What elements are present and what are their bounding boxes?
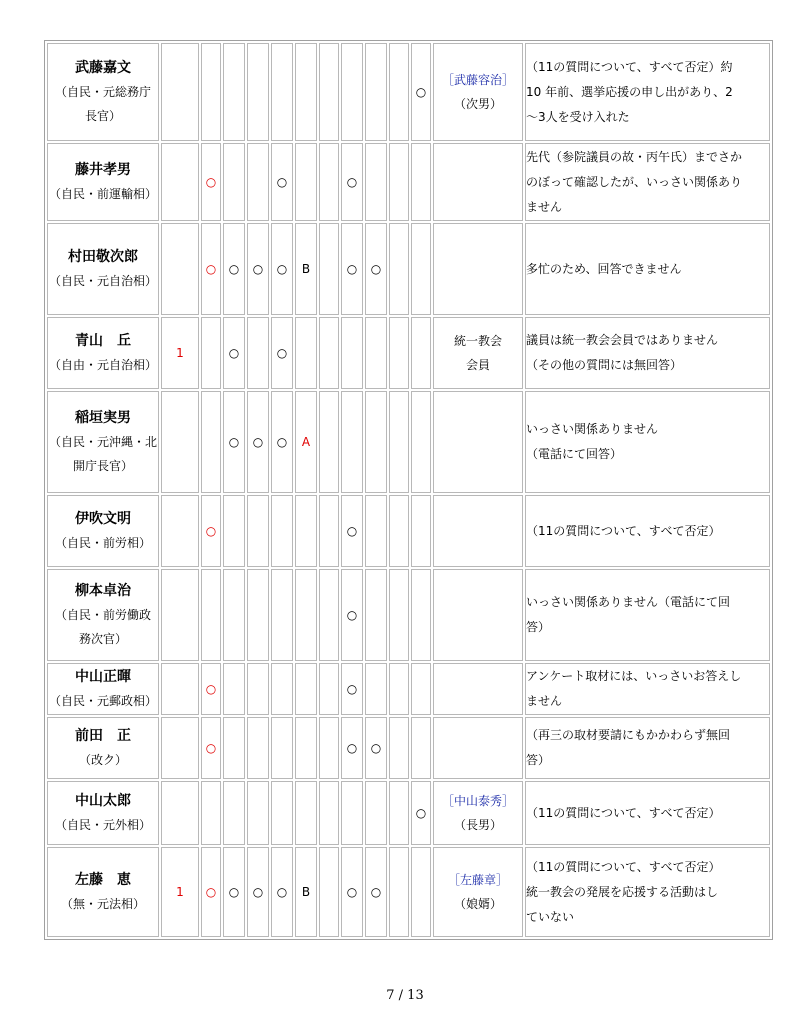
question-9-mark	[365, 663, 387, 715]
comment-cell	[525, 317, 770, 389]
affiliation-line: 務次官）	[78, 632, 127, 646]
comment-line: 10 年前、選挙応援の申し出があり、2	[526, 84, 733, 99]
relation-cell	[433, 391, 523, 493]
question-4-mark	[247, 781, 269, 845]
question-10-mark	[389, 569, 409, 661]
relation-cell	[433, 223, 523, 315]
question-4-mark	[247, 495, 269, 567]
question-7-mark	[319, 781, 339, 845]
question-2-mark: ○	[201, 717, 221, 779]
question-1-mark	[161, 717, 199, 779]
question-10-mark	[389, 781, 409, 845]
affiliation-line: （自民・元郵政相）	[48, 694, 157, 708]
relation-cell	[433, 317, 523, 389]
question-1-mark	[161, 495, 199, 567]
question-8-mark: ○	[341, 569, 363, 661]
question-5-mark: ○	[271, 317, 293, 389]
relative-name: ［左藤章］	[447, 873, 508, 887]
table-row	[47, 43, 770, 141]
politician-name: 村田敬次郎	[68, 249, 138, 265]
question-2-mark: ○	[201, 223, 221, 315]
page-number: 7 / 13	[386, 988, 424, 1003]
question-4-mark	[247, 569, 269, 661]
comment-line: 統一教会の発展を応援する活動はし	[526, 884, 719, 899]
question-8-mark: ○	[341, 663, 363, 715]
question-3-mark	[223, 663, 245, 715]
table-body	[47, 43, 770, 937]
table-row	[47, 223, 770, 315]
question-9-mark: ○	[365, 847, 387, 937]
politician-name: 中山太郎	[75, 793, 131, 809]
comment-cell	[525, 495, 770, 567]
politician-name: 武藤嘉文	[75, 60, 131, 76]
table-row	[47, 569, 770, 661]
name-cell	[47, 495, 159, 567]
politician-name: 伊吹文明	[75, 511, 131, 527]
question-7-mark	[319, 43, 339, 141]
question-8-mark: ○	[341, 847, 363, 937]
comment-line: （電話にて回答）	[526, 447, 623, 461]
question-4-mark	[247, 663, 269, 715]
question-3-mark: ○	[223, 391, 245, 493]
affiliation-line: （自民・前労相）	[54, 536, 151, 550]
question-1-mark: 1	[161, 847, 199, 937]
comment-cell	[525, 781, 770, 845]
question-9-mark	[365, 495, 387, 567]
relation-cell	[433, 43, 523, 141]
table-row	[47, 663, 770, 715]
comment-cell	[525, 223, 770, 315]
question-3-mark	[223, 143, 245, 221]
question-11-mark	[411, 223, 431, 315]
comment-cell	[525, 43, 770, 141]
question-6-mark	[295, 781, 317, 845]
question-2-mark	[201, 317, 221, 389]
question-2-mark: ○	[201, 847, 221, 937]
question-10-mark	[389, 495, 409, 567]
question-11-mark	[411, 391, 431, 493]
comment-line: ません	[526, 694, 563, 708]
comment-line: 答）	[526, 620, 551, 634]
question-9-mark	[365, 43, 387, 141]
affiliation-line: （自民・元沖縄・北	[48, 435, 157, 449]
question-8-mark	[341, 781, 363, 845]
table-row	[47, 391, 770, 493]
affiliation-line: （自民・元外相）	[54, 818, 151, 832]
relative-name: ［武藤容治］	[441, 73, 514, 87]
question-6-mark: B	[295, 223, 317, 315]
question-8-mark	[341, 391, 363, 493]
comment-line: 議員は統一教会会員ではありません	[526, 333, 719, 347]
question-7-mark	[319, 223, 339, 315]
comment-line: ていない	[526, 909, 575, 924]
table-row	[47, 781, 770, 845]
question-9-mark	[365, 781, 387, 845]
question-3-mark	[223, 781, 245, 845]
question-5-mark	[271, 781, 293, 845]
question-5-mark	[271, 569, 293, 661]
question-9-mark	[365, 143, 387, 221]
relation-cell	[433, 717, 523, 779]
politician-name: 柳本卓治	[75, 583, 131, 599]
question-5-mark: ○	[271, 847, 293, 937]
question-3-mark	[223, 495, 245, 567]
comment-cell	[525, 717, 770, 779]
question-6-mark: B	[295, 847, 317, 937]
question-4-mark: ○	[247, 223, 269, 315]
question-6-mark	[295, 717, 317, 779]
question-11-mark	[411, 317, 431, 389]
question-5-mark: ○	[271, 143, 293, 221]
question-10-mark	[389, 847, 409, 937]
question-7-mark	[319, 317, 339, 389]
politician-name: 中山正暉	[75, 669, 131, 685]
question-5-mark	[271, 663, 293, 715]
question-3-mark	[223, 717, 245, 779]
relation-cell	[433, 495, 523, 567]
name-cell	[47, 317, 159, 389]
relation-cell	[433, 663, 523, 715]
comment-cell	[525, 569, 770, 661]
name-cell	[47, 43, 159, 141]
question-5-mark	[271, 43, 293, 141]
relation-label: （次男）	[453, 97, 502, 111]
question-10-mark	[389, 143, 409, 221]
politician-name: 前田 正	[75, 728, 131, 744]
question-4-mark: ○	[247, 391, 269, 493]
comment-line: いっさい関係ありません（電話にて回	[526, 595, 731, 609]
politician-survey-table	[44, 40, 773, 940]
affiliation-line: 長官）	[84, 109, 121, 123]
name-cell	[47, 143, 159, 221]
comment-line: （11の質問について、すべて否定）	[526, 859, 721, 874]
relation-label: （長男）	[453, 818, 502, 832]
question-7-mark	[319, 495, 339, 567]
comment-line: （11の質問について、すべて否定）約	[526, 59, 733, 74]
relation-cell	[433, 847, 523, 937]
question-11-mark: ○	[411, 43, 431, 141]
affiliation-line: （自民・前労働政	[54, 608, 151, 622]
question-10-mark	[389, 391, 409, 493]
question-1-mark	[161, 143, 199, 221]
comment-cell	[525, 143, 770, 221]
question-1-mark	[161, 663, 199, 715]
question-9-mark	[365, 391, 387, 493]
comment-line: アンケート取材には、いっさいお答えし	[526, 669, 742, 683]
affiliation-line: 開庁長官）	[72, 459, 133, 473]
relative-name: ［中山泰秀］	[441, 794, 514, 808]
question-9-mark	[365, 569, 387, 661]
name-cell	[47, 663, 159, 715]
question-11-mark	[411, 495, 431, 567]
question-2-mark	[201, 391, 221, 493]
politician-name: 青山 丘	[75, 333, 131, 349]
question-11-mark	[411, 847, 431, 937]
question-11-mark	[411, 569, 431, 661]
comment-line: 〜3人を受け入れた	[526, 109, 630, 124]
question-8-mark: ○	[341, 143, 363, 221]
relation-cell	[433, 143, 523, 221]
question-1-mark	[161, 569, 199, 661]
question-6-mark	[295, 317, 317, 389]
name-cell	[47, 569, 159, 661]
question-5-mark: ○	[271, 391, 293, 493]
question-3-mark	[223, 569, 245, 661]
affiliation-line: （自民・元総務庁	[54, 85, 151, 99]
question-11-mark	[411, 143, 431, 221]
question-4-mark	[247, 317, 269, 389]
relation-label: 統一教会 会員	[453, 334, 502, 372]
question-2-mark: ○	[201, 495, 221, 567]
question-1-mark	[161, 43, 199, 141]
question-9-mark	[365, 317, 387, 389]
question-10-mark	[389, 223, 409, 315]
comment-line: 答）	[526, 753, 551, 767]
name-cell	[47, 391, 159, 493]
question-1-mark: 1	[161, 317, 199, 389]
comment-cell	[525, 847, 770, 937]
question-6-mark	[295, 569, 317, 661]
comment-cell	[525, 663, 770, 715]
table-row	[47, 717, 770, 779]
question-3-mark: ○	[223, 223, 245, 315]
politician-name: 藤井孝男	[75, 162, 131, 178]
question-3-mark: ○	[223, 847, 245, 937]
question-2-mark	[201, 781, 221, 845]
name-cell	[47, 781, 159, 845]
table-row	[47, 847, 770, 937]
question-7-mark	[319, 663, 339, 715]
question-2-mark: ○	[201, 663, 221, 715]
question-9-mark: ○	[365, 223, 387, 315]
question-2-mark	[201, 569, 221, 661]
question-7-mark	[319, 143, 339, 221]
comment-line: （その他の質問には無回答）	[526, 358, 683, 372]
question-9-mark: ○	[365, 717, 387, 779]
question-5-mark: ○	[271, 223, 293, 315]
relation-label: （娘婿）	[453, 897, 502, 911]
question-10-mark	[389, 663, 409, 715]
question-7-mark	[319, 717, 339, 779]
question-8-mark: ○	[341, 717, 363, 779]
question-8-mark: ○	[341, 223, 363, 315]
name-cell	[47, 717, 159, 779]
relation-cell	[433, 569, 523, 661]
comment-line: （11の質問について、すべて否定）	[526, 805, 721, 820]
question-6-mark	[295, 43, 317, 141]
politician-name: 左藤 恵	[75, 872, 131, 888]
question-8-mark	[341, 43, 363, 141]
comment-line: いっさい関係ありません	[526, 422, 659, 436]
table-row	[47, 495, 770, 567]
comment-line: 先代（参院議員の故・丙午氏）までさか	[526, 149, 743, 164]
question-11-mark: ○	[411, 781, 431, 845]
comment-line: （11の質問について、すべて否定）	[526, 523, 721, 538]
affiliation-line: （自民・元自治相）	[48, 274, 157, 288]
question-6-mark	[295, 143, 317, 221]
question-2-mark	[201, 43, 221, 141]
question-5-mark	[271, 495, 293, 567]
comment-cell	[525, 391, 770, 493]
question-1-mark	[161, 223, 199, 315]
question-1-mark	[161, 391, 199, 493]
question-7-mark	[319, 847, 339, 937]
question-4-mark	[247, 143, 269, 221]
question-3-mark	[223, 43, 245, 141]
question-6-mark	[295, 495, 317, 567]
comment-line: （再三の取材要請にもかかわらず無回	[526, 728, 731, 742]
question-8-mark: ○	[341, 495, 363, 567]
question-2-mark: ○	[201, 143, 221, 221]
affiliation-line: （自民・前運輸相）	[48, 187, 157, 201]
question-10-mark	[389, 717, 409, 779]
comment-line: のぼって確認したが、いっさい関係あり	[526, 174, 743, 189]
question-6-mark: A	[295, 391, 317, 493]
question-10-mark	[389, 43, 409, 141]
question-4-mark	[247, 717, 269, 779]
table-row	[47, 317, 770, 389]
question-11-mark	[411, 717, 431, 779]
question-4-mark: ○	[247, 847, 269, 937]
politician-name: 稲垣実男	[75, 410, 131, 426]
affiliation-line: （改ク）	[78, 753, 127, 767]
question-6-mark	[295, 663, 317, 715]
question-1-mark	[161, 781, 199, 845]
comment-line: ません	[526, 199, 563, 214]
question-8-mark	[341, 317, 363, 389]
question-7-mark	[319, 569, 339, 661]
table-row	[47, 143, 770, 221]
name-cell	[47, 847, 159, 937]
question-5-mark	[271, 717, 293, 779]
comment-line: 多忙のため、回答できません	[526, 261, 682, 276]
affiliation-line: （無・元法相）	[60, 897, 145, 911]
question-11-mark	[411, 663, 431, 715]
question-10-mark	[389, 317, 409, 389]
relation-cell	[433, 781, 523, 845]
question-4-mark	[247, 43, 269, 141]
question-3-mark: ○	[223, 317, 245, 389]
name-cell	[47, 223, 159, 315]
question-7-mark	[319, 391, 339, 493]
affiliation-line: （自由・元自治相）	[48, 358, 157, 372]
